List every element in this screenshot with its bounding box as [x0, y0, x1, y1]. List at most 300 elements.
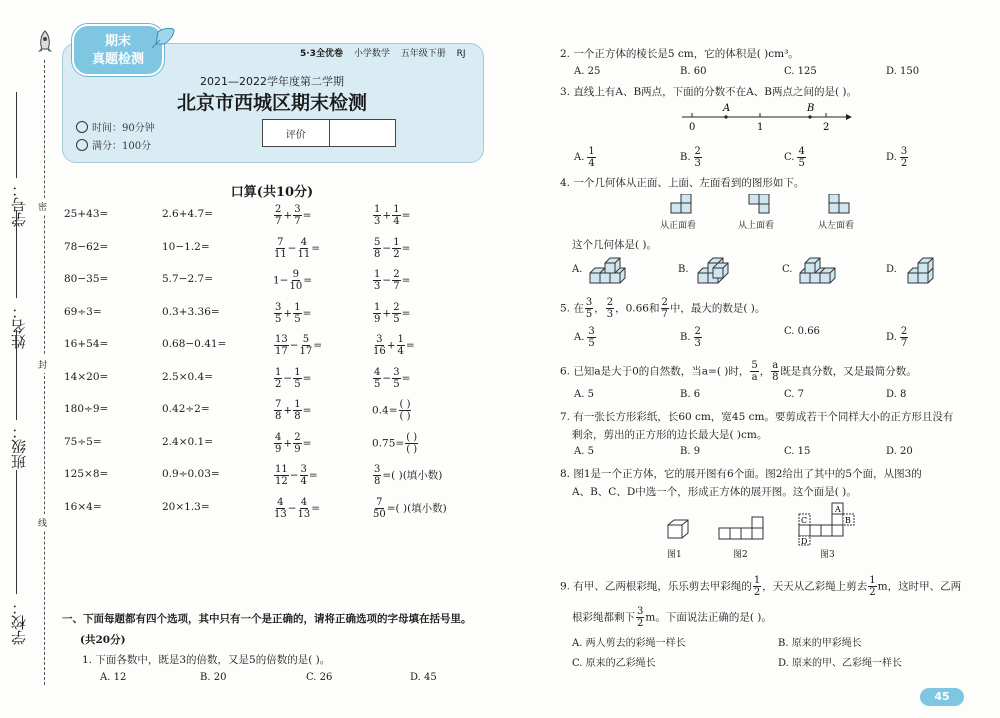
number-line — [676, 102, 852, 132]
numerator: 4 — [275, 431, 282, 443]
fraction — [587, 326, 595, 349]
denominator: 12 — [275, 476, 288, 487]
calc-item — [372, 237, 410, 260]
denominator: ( ) — [399, 411, 411, 422]
numerator: 5 — [374, 236, 381, 248]
numerator: 5 — [302, 334, 310, 345]
calc-prefix: 0.4= — [372, 404, 398, 417]
denominator: 2 — [900, 158, 908, 169]
answer-option[interactable]: A. 25 — [574, 66, 601, 77]
fraction — [392, 302, 400, 325]
calc-operator: − — [289, 469, 299, 482]
denominator: 2 — [275, 378, 282, 390]
answer-option[interactable]: C. 125 — [784, 66, 817, 77]
fraction — [373, 237, 381, 260]
calc-item: 20×1.3= — [162, 500, 210, 513]
fraction — [293, 302, 301, 325]
school-label: 学校： — [10, 600, 28, 645]
answer-option[interactable] — [886, 326, 909, 349]
calc-equals: = — [401, 372, 411, 384]
denominator: 3 — [374, 281, 381, 292]
class-field[interactable] — [16, 330, 17, 420]
option-letter: A. — [574, 332, 585, 343]
answer-option[interactable] — [680, 326, 703, 349]
section-title: 口算(共10分) — [230, 185, 314, 200]
fraction: $\frac{3}{2}$ — [637, 606, 644, 629]
fraction — [373, 302, 381, 325]
fraction — [300, 334, 313, 357]
numerator: 1 — [275, 366, 282, 378]
calc-item — [273, 497, 320, 520]
fraction — [300, 464, 308, 487]
q5-text: 中，最大的数是( )。 — [669, 302, 766, 315]
numerator: 3 — [393, 366, 400, 378]
calc-item: 16×4= — [64, 500, 102, 513]
fraction — [405, 432, 418, 455]
fraction — [694, 326, 702, 349]
fraction — [373, 367, 381, 390]
calc-operator: + — [382, 307, 392, 319]
calc-item — [372, 464, 442, 487]
numerator: 13 — [275, 334, 288, 345]
fraction — [274, 334, 289, 357]
answer-option[interactable]: D. 20 — [886, 446, 913, 457]
calc-operator: − — [287, 502, 297, 514]
denominator: 8 — [374, 476, 381, 487]
fraction — [900, 326, 908, 349]
calc-operator: + — [382, 209, 392, 222]
calc-operator: − — [382, 274, 392, 287]
option-letter: B. — [680, 152, 691, 163]
denominator: 3 — [694, 338, 701, 349]
denominator: 13 — [274, 508, 287, 520]
view-shape — [748, 194, 772, 214]
view-caption: 从正面看 — [660, 221, 697, 231]
numerator: 3 — [294, 204, 301, 215]
denominator: 5 — [588, 338, 595, 349]
denominator: 16 — [373, 346, 386, 357]
series-name: 5·3全优卷 — [300, 49, 343, 59]
calc-equals: = — [308, 469, 318, 482]
q9-text: m。下面说法正确的是( )。 — [645, 611, 772, 624]
denominator: 7 — [275, 216, 282, 227]
option-letter: A. — [574, 152, 585, 163]
denominator: 7 — [393, 281, 400, 292]
denominator: 4 — [397, 346, 404, 357]
denominator: 17 — [275, 346, 288, 357]
option-letter: C. — [784, 152, 795, 163]
calc-operator: − — [283, 372, 293, 384]
question-9-line2 — [572, 606, 772, 629]
calc-prefix: 0.75= — [372, 437, 405, 449]
edition-name: RJ — [456, 49, 466, 59]
numerator: 2 — [900, 326, 908, 337]
numerator: 1 — [588, 146, 595, 157]
time-text: 时间：90分钟 — [92, 123, 155, 134]
view-shape — [670, 194, 694, 214]
numerator: 2 — [275, 204, 282, 215]
fraction — [373, 334, 386, 357]
fraction — [274, 399, 282, 422]
numerator: 3 — [900, 146, 908, 157]
denominator: 9 — [374, 313, 381, 325]
numerator: 11 — [275, 464, 288, 475]
calc-item: 2.4×0.1= — [162, 435, 213, 448]
badge-line: 真题检测 — [91, 52, 144, 67]
answer-option[interactable]: D. — [886, 264, 897, 275]
calc-item — [273, 269, 312, 292]
numerator: 1 — [374, 301, 381, 313]
numerator: 1 — [393, 204, 400, 215]
badge-line: 期末 — [104, 34, 131, 49]
calc-operator: − — [287, 242, 297, 254]
calc-item — [372, 367, 410, 390]
calc-item: 0.3+3.36= — [162, 305, 220, 318]
calc-suffix: =( )(填小数) — [382, 469, 443, 482]
view-caption: 从左面看 — [818, 221, 855, 231]
numerator: 2 — [694, 326, 701, 337]
solid-figure — [694, 254, 734, 284]
figure-caption: 图2 — [733, 550, 748, 560]
denominator: 50 — [373, 508, 386, 520]
fraction — [274, 237, 287, 260]
answer-option[interactable]: D. 原来的甲、乙彩绳一样长 — [778, 658, 903, 669]
fraction — [274, 464, 289, 487]
numerator: 1 — [397, 334, 404, 345]
denominator: 11 — [297, 248, 311, 260]
numerator: 7 — [275, 399, 282, 410]
denominator: 5 — [294, 313, 301, 325]
fraction — [392, 204, 400, 227]
calc-item — [372, 432, 419, 455]
calc-item — [273, 367, 311, 390]
answer-option[interactable]: A. — [572, 264, 583, 275]
tick-label: 2 — [823, 122, 830, 132]
denominator: 3 — [694, 158, 701, 169]
calc-item — [273, 302, 311, 325]
numerator: 2 — [294, 431, 301, 443]
calc-item: 2.6+4.7= — [162, 208, 213, 220]
seal-mark: 线 — [38, 514, 47, 531]
denominator: 7 — [294, 216, 301, 227]
q6-text: 既是真分数，又是最简分数。 — [780, 365, 917, 378]
question-6: 6. 已知a是大于0的自然数，当a=( )时， $\frac{5}{a}$ ， $\frac{a}{8}$ 既是真分数，又是最简分数。 — [560, 360, 917, 383]
question-9-line1 — [560, 575, 961, 598]
question-8-line1: 8. 图1是一个正方体，它的展开图有6个面。图2给出了其中的5个面，从图3的 — [560, 468, 922, 480]
question-1: 1. 下面各数中，既是3的倍数，又是5的倍数的是( )。 — [82, 654, 331, 666]
q5-text: 5. 在 — [560, 302, 584, 315]
calc-item — [372, 497, 447, 520]
calc-item — [273, 204, 311, 227]
calc-equals: = — [302, 209, 312, 222]
answer-option[interactable] — [574, 326, 597, 349]
solid-figure — [902, 254, 942, 284]
calc-item: 14×20= — [64, 370, 109, 383]
fraction — [289, 269, 302, 292]
answer-option[interactable]: B. 60 — [680, 66, 707, 77]
denominator: 5 — [798, 158, 805, 169]
numerator: 1 — [294, 366, 301, 378]
option-letter: C. 0.66 — [784, 326, 820, 337]
question-7-line1: 7. 有一张长方形彩纸，长60 cm，宽45 cm。要剪成若干个同样大小的正方形且没有 — [560, 411, 954, 423]
calc-item — [273, 237, 320, 260]
question-5: 5. 在 $\frac{3}{5}$ ， $\frac{2}{3}$ ，0.66和 $\frac{2}{7}$ 中，最大的数是( )。 — [560, 297, 766, 320]
option-letter: B. — [680, 332, 691, 343]
calc-item — [273, 464, 318, 487]
calc-item: 25+43= — [64, 208, 109, 220]
calc-equals: = — [311, 502, 321, 514]
evaluation-label: 评价 — [263, 120, 330, 146]
denominator: 10 — [289, 281, 303, 292]
denominator: 9 — [275, 443, 282, 455]
fraction — [293, 432, 301, 455]
fraction — [293, 399, 301, 422]
calc-equals: = — [401, 209, 411, 222]
denominator: 17 — [299, 346, 313, 357]
fraction — [392, 367, 400, 390]
answer-option[interactable]: C. 15 — [784, 446, 811, 457]
denominator: 11 — [274, 248, 287, 260]
question-2: 2. 一个正方体的棱长是5 cm，它的体积是( )cm³。 — [560, 48, 799, 60]
option-letter: D. — [886, 152, 897, 163]
calc-item — [273, 399, 311, 422]
numerator: 4 — [798, 146, 805, 157]
calc-item — [372, 399, 412, 422]
answer-option[interactable]: A. 12 — [100, 672, 127, 683]
fraction: $\frac{2}{7}$ — [661, 297, 668, 320]
calc-item — [372, 204, 410, 227]
question-7-line2: 剩余，剪出的正方形的边长最大是( )cm。 — [572, 429, 768, 441]
fraction — [587, 146, 595, 169]
denominator: 4 — [393, 216, 400, 227]
calc-item: 2.5×0.4= — [162, 370, 213, 383]
denominator: 5 — [275, 313, 282, 325]
grade-name: 五年级下册 — [400, 49, 446, 59]
q9-text: 9. 有甲、乙两根彩绳，乐乐剪去甲彩绳的 — [560, 580, 752, 593]
tick-label: 1 — [757, 122, 764, 132]
fraction — [392, 237, 400, 260]
numerator: 1 — [393, 236, 400, 248]
denominator: 5 — [374, 378, 381, 390]
answer-option[interactable]: B. 20 — [200, 672, 227, 683]
school-field[interactable] — [16, 470, 17, 594]
calc-item — [273, 432, 311, 455]
publisher-line — [300, 46, 474, 59]
calc-equals: = — [311, 242, 321, 254]
fraction — [298, 497, 311, 520]
fraction — [373, 497, 386, 520]
class-label: 班级： — [10, 424, 28, 469]
calc-equals: = — [401, 307, 411, 319]
answer-option[interactable] — [784, 146, 807, 169]
calc-item: 125×8= — [64, 468, 109, 480]
student-id-field[interactable] — [16, 92, 17, 178]
denominator: 2 — [393, 248, 400, 260]
cube-figure-1 — [666, 518, 690, 540]
calc-operator: − — [289, 339, 299, 352]
net-label: D — [801, 537, 808, 546]
exam-full-score — [76, 137, 151, 152]
numerator: 9 — [292, 269, 300, 280]
denominator: 8 — [275, 411, 282, 422]
q5-text: ，0.66和 — [615, 302, 660, 315]
calc-equals: = — [302, 372, 312, 384]
denominator: ( ) — [406, 443, 418, 455]
name-field[interactable] — [16, 210, 17, 298]
fraction — [274, 204, 282, 227]
denominator: 5 — [393, 313, 400, 325]
calc-equals: = — [401, 242, 411, 254]
fraction — [900, 146, 908, 169]
answer-option[interactable] — [680, 146, 703, 169]
option-letter: D. — [886, 332, 897, 343]
question-8-line2: A、B、C、D中选一个，形成正方体的展开图。这个面是( )。 — [572, 486, 857, 498]
answer-option[interactable]: A. 5 — [574, 446, 594, 457]
numerator: ( ) — [399, 399, 411, 410]
fraction — [274, 497, 287, 520]
denominator: 8 — [294, 411, 301, 422]
answer-option[interactable] — [886, 146, 909, 169]
numerator: 1 — [374, 204, 381, 215]
answer-option[interactable]: D. 45 — [410, 672, 437, 683]
answer-option[interactable]: A. 5 — [574, 389, 594, 400]
clock-icon — [76, 121, 88, 133]
answer-option[interactable] — [574, 146, 597, 169]
numerator: 3 — [275, 301, 282, 313]
numerator: 7 — [277, 236, 284, 248]
fraction — [293, 204, 301, 227]
numerator: 2 — [694, 146, 701, 157]
fraction: $\frac{5}{a}$ — [751, 360, 758, 383]
calc-operator: − — [382, 372, 392, 384]
answer-option[interactable]: C. — [782, 264, 793, 275]
fraction — [298, 237, 311, 260]
net-label: C — [801, 516, 808, 525]
net-label: A — [835, 505, 841, 514]
fraction: $\frac{3}{5}$ — [585, 297, 593, 320]
answer-option[interactable]: C. 7 — [784, 389, 805, 400]
answer-option[interactable]: B. 9 — [680, 446, 701, 457]
answer-option[interactable]: B. 6 — [680, 389, 701, 400]
calc-item: 10−1.2= — [162, 240, 210, 253]
score-text: 满分：100分 — [92, 141, 152, 152]
numerator: 7 — [376, 496, 383, 508]
page-number: 45 — [920, 688, 964, 706]
calc-operator: + — [283, 307, 293, 319]
answer-option[interactable]: B. — [678, 264, 689, 275]
calc-suffix: =( )(填小数) — [386, 502, 447, 514]
point-marker — [808, 115, 811, 118]
calc-item — [372, 334, 415, 357]
answer-option[interactable]: B. 原来的甲彩绳长 — [778, 638, 862, 649]
fraction — [694, 146, 702, 169]
numerator: 4 — [300, 496, 308, 508]
evaluation-box — [262, 119, 396, 147]
calc-item: 75÷5= — [64, 435, 102, 448]
calc-item: 5.7−2.7= — [162, 273, 213, 285]
denominator: 5 — [393, 378, 400, 390]
numerator: 1 — [374, 269, 381, 280]
fraction — [373, 464, 381, 487]
calc-item: 0.9÷0.03= — [162, 468, 220, 480]
fraction — [397, 334, 405, 357]
name-label: 姓名： — [10, 304, 28, 349]
fraction: $\frac{a}{8}$ — [772, 360, 779, 383]
calc-prefix: 1− — [273, 274, 289, 287]
denominator: 5 — [294, 378, 301, 390]
denominator: 3 — [374, 216, 381, 227]
denominator: 8 — [374, 248, 381, 260]
figure-caption: 图1 — [667, 550, 682, 560]
numerator: ( ) — [406, 431, 418, 443]
numerator: 2 — [393, 301, 400, 313]
view-caption: 从上面看 — [738, 221, 775, 231]
numerator: 4 — [300, 236, 308, 248]
answer-option[interactable]: C. 26 — [306, 672, 333, 683]
numerator: 4 — [374, 366, 381, 378]
denominator: 7 — [900, 338, 908, 349]
page-title: 北京市西城区期末检测 — [176, 92, 367, 114]
calc-item: 0.42÷2= — [162, 403, 210, 415]
fraction: $\frac{1}{2}$ — [753, 575, 761, 598]
calc-item: 69÷3= — [64, 305, 102, 318]
fraction — [274, 432, 282, 455]
calc-item — [372, 302, 410, 325]
calc-item: 180÷9= — [64, 403, 109, 415]
calc-equals: = — [401, 274, 411, 287]
q9-text: m，这时甲、乙两 — [877, 580, 962, 593]
view-shape — [828, 194, 852, 214]
fraction: $\frac{2}{3}$ — [606, 297, 614, 320]
seal-mark: 密 — [38, 198, 47, 215]
q9-text: ，天天从乙彩绳上剪去 — [762, 580, 868, 593]
evaluation-field[interactable] — [330, 120, 396, 146]
answer-option[interactable]: A. 两人剪去的彩绳一样长 — [572, 638, 686, 649]
answer-option[interactable]: C. 原来的乙彩绳长 — [572, 658, 656, 669]
exam-time — [76, 119, 155, 134]
calc-equals: = — [302, 437, 312, 449]
check-circle-icon — [76, 139, 88, 151]
calc-item: 0.68−0.41= — [162, 338, 227, 350]
fraction — [293, 367, 301, 390]
rocket-icon — [36, 30, 54, 60]
calc-operator: + — [283, 404, 293, 417]
question-4-ask: 这个几何体是( )。 — [572, 239, 658, 251]
fraction — [274, 302, 282, 325]
fraction — [797, 146, 805, 169]
answer-option[interactable]: D. 8 — [886, 389, 907, 400]
fraction — [373, 269, 381, 292]
solid-figure — [798, 254, 838, 284]
answer-option[interactable]: D. 150 — [886, 66, 920, 77]
answer-option[interactable] — [784, 326, 820, 337]
calc-operator: + — [386, 339, 396, 352]
calc-item — [273, 334, 322, 357]
fraction — [373, 204, 381, 227]
point-label: B — [807, 103, 815, 114]
numerator: 4 — [277, 496, 284, 508]
part1-points: (共20分) — [80, 634, 126, 646]
calc-item: 16+54= — [64, 338, 109, 350]
point-label: A — [723, 103, 731, 114]
school-year: 2021—2022学年度第二学期 — [200, 75, 344, 88]
part1-instruction: 一、下面每题都有四个选项，其中只有一个是正确的，请将正确选项的字母填在括号里。 — [62, 613, 472, 625]
solid-figure — [588, 254, 628, 284]
calc-item: 80−35= — [64, 273, 109, 285]
net-label: B — [845, 516, 851, 525]
tick-label: 0 — [689, 122, 696, 132]
net-figure-3 — [798, 502, 858, 546]
